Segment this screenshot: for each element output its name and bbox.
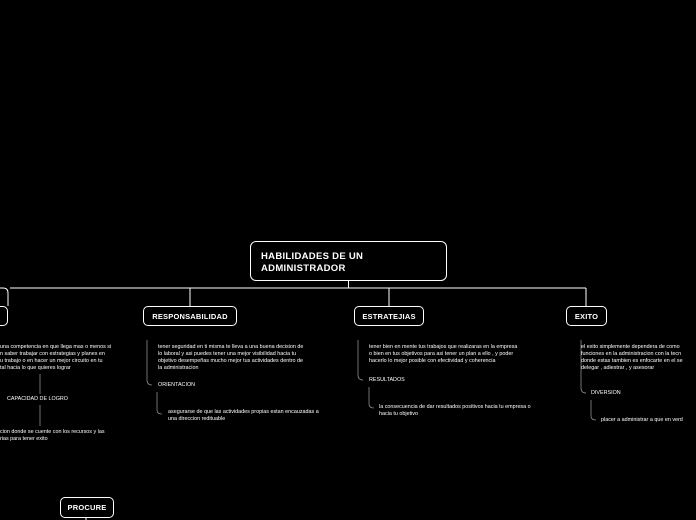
- root-title-line1: HABILIDADES DE UN: [261, 251, 364, 262]
- branch-node-left[interactable]: [0, 306, 8, 326]
- root-node[interactable]: [250, 241, 447, 281]
- branch-node-estrategias[interactable]: ESTRATEJIAS: [354, 306, 424, 326]
- responsabilidad-sub-label[interactable]: ORIENTACION: [158, 382, 196, 388]
- estrategias-sub-label[interactable]: RESULTADOS: [369, 377, 405, 383]
- estrategias-sub-text: la consecuencia de dar resultados positivos hacia tu empresa o hacia tu objetivo: [379, 404, 531, 417]
- exito-sub-label[interactable]: DIVERSION: [591, 390, 621, 396]
- branch-node-exito[interactable]: EXITO: [566, 306, 607, 326]
- root-title-line2: ADMINISTRADOR: [261, 262, 346, 274]
- branch-node-procure[interactable]: PROCURE: [60, 497, 114, 518]
- exito-text: el exito simplemente dependera de como funciones en la administracion con la tecn donde estas tambien es enfocarte en el se delegar , adiestrar , y asesorar: [581, 344, 683, 371]
- responsabilidad-text: tener seguridad en ti misma te lleva a una buena decision de lo laboral y asi puedes tener una mejor visibilidad hacia tu objetivo desempeñas mucho mejor tus actividades dentro de la administracion: [158, 344, 304, 371]
- left-sub-label[interactable]: CAPACIDAD DE LOGRO: [7, 396, 69, 402]
- responsabilidad-sub-text: asegurarse de que las actividades propias estan encauzadas a una direccion redituable: [168, 409, 319, 422]
- branch-node-responsabilidad[interactable]: RESPONSABILIDAD: [143, 306, 237, 326]
- root-connector: [0, 280, 586, 306]
- estrategias-text: tener bien en mente tus trabajos que realizaras en la empresa o bien en tus objetivos para asi tener un plan a ello , y poder hacerlo lo mejor posible con efectividad y coherencia: [369, 344, 518, 364]
- exito-sub-text: placer a administrar a que en verd: [601, 417, 683, 423]
- left-sub-text: cion donde se cuente con los recursos y las rias para tener exito: [0, 429, 105, 442]
- left-text: una competencia en que llega mas o menos si n saber trabajar con estrategias y planes en u trabajo o en hacer un mejor circuito en tu tal hacia lo que quieres lograr: [0, 344, 112, 371]
